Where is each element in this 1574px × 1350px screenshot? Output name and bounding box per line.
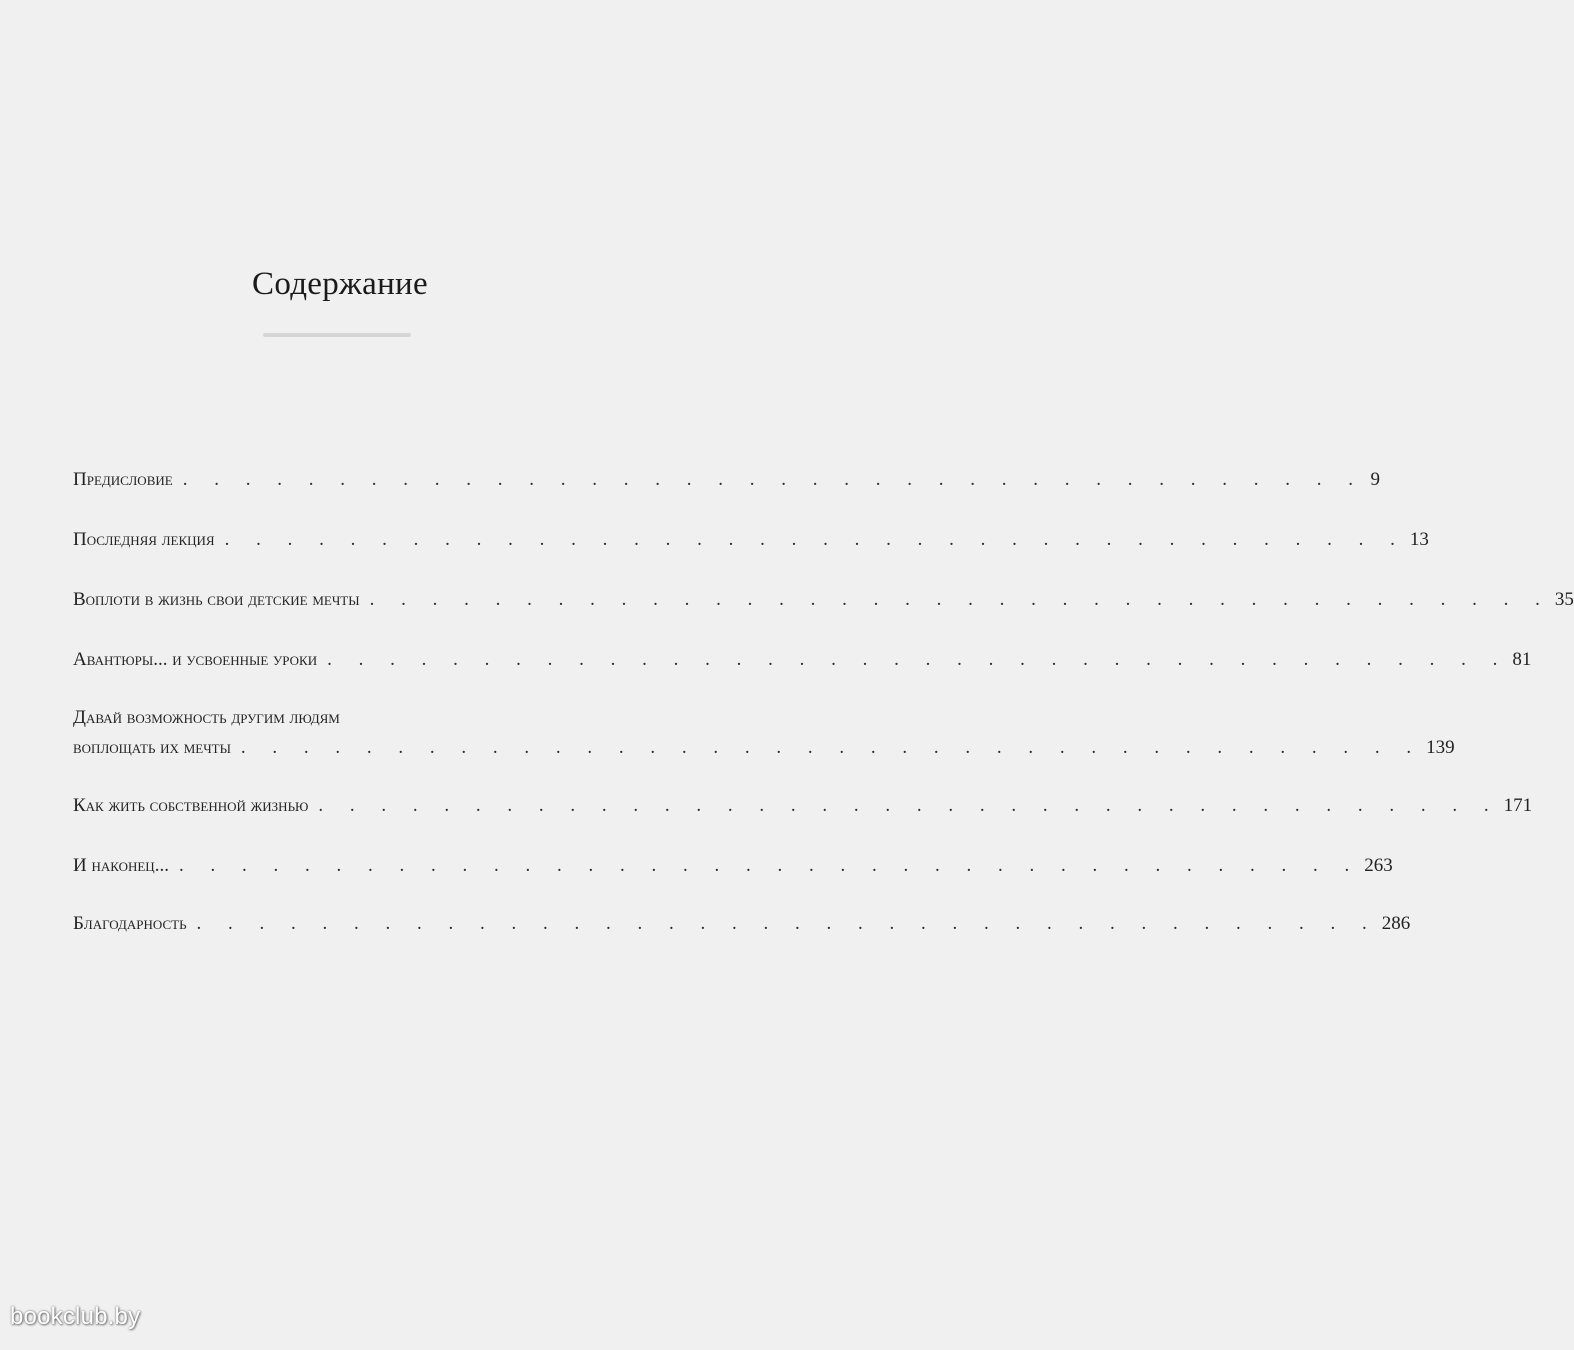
toc-entry[interactable] (73, 851, 1393, 881)
toc-leader-dots: . . . . . . . . . . . . . . . . . . . . . . . . . . . . . . . . . . . . . . (240, 737, 1423, 758)
toc-entry[interactable] (73, 703, 1455, 763)
toc-leader-dots: . . . . . . . . . . . . . . . . . . . . . . . . . . . . . . . . . . . . . . (224, 529, 1406, 550)
toc-entry-label: Воплоти в жизнь свои детские мечты (73, 589, 360, 610)
toc-entry[interactable] (73, 585, 1574, 615)
toc-page-number: 9 (1370, 469, 1380, 490)
toc-entry-label: И наконец... (73, 855, 169, 876)
toc-entry[interactable] (73, 791, 1533, 821)
toc-leader-dots: . . . . . . . . . . . . . . . . . . . . . . . . . . . . . . . . . . . . . . (327, 649, 1509, 670)
toc-page-number: 139 (1426, 737, 1455, 758)
toc-leader-dots: . . . . . . . . . . . . . . . . . . . . . . . . . . . . . . . . . . . . . . (369, 589, 1551, 610)
site-watermark: bookclub.by (10, 1303, 141, 1330)
toc-entry[interactable] (73, 645, 1532, 675)
toc-page-number: 263 (1364, 855, 1393, 876)
toc-leader-dots: . . . . . . . . . . . . . . . . . . . . . . . . . . . . . . . . . . . . . . (318, 795, 1500, 816)
toc-entry-label: Предисловие (73, 469, 173, 490)
toc-leader-dots: . . . . . . . . . . . . . . . . . . . . . . . . . . . . . . . . . . . . . . (196, 913, 1378, 934)
toc-page-number: 13 (1409, 529, 1429, 550)
toc-leader-dots: . . . . . . . . . . . . . . . . . . . . . . . . . . . . . . . . . . . . . . (178, 855, 1361, 876)
toc-entry[interactable] (73, 909, 1411, 939)
toc-page-number: 286 (1381, 913, 1411, 934)
page-title: Содержание (252, 266, 428, 302)
toc-page-number: 81 (1512, 649, 1532, 670)
toc-entry-label: Авантюры... и усвоенные уроки (73, 649, 318, 670)
title-divider (263, 333, 411, 337)
toc-page-number: 171 (1503, 795, 1533, 816)
toc-entry-label: Как жить собственной жизнью (73, 795, 309, 816)
toc-entry-label-line2: воплощать их мечты (73, 737, 231, 758)
toc-entry-label-line1: Давай возможность другим людям (73, 707, 340, 728)
toc-page-number: 35 (1554, 589, 1574, 610)
toc-leader-dots: . . . . . . . . . . . . . . . . . . . . . . . . . . . . . . . . . . . . . . (182, 469, 1364, 490)
toc-entry-label: Благодарность (73, 913, 187, 934)
toc-entry[interactable] (73, 525, 1429, 555)
toc-entry-label: Последняя лекция (73, 529, 215, 550)
toc-entry[interactable] (73, 465, 1380, 495)
